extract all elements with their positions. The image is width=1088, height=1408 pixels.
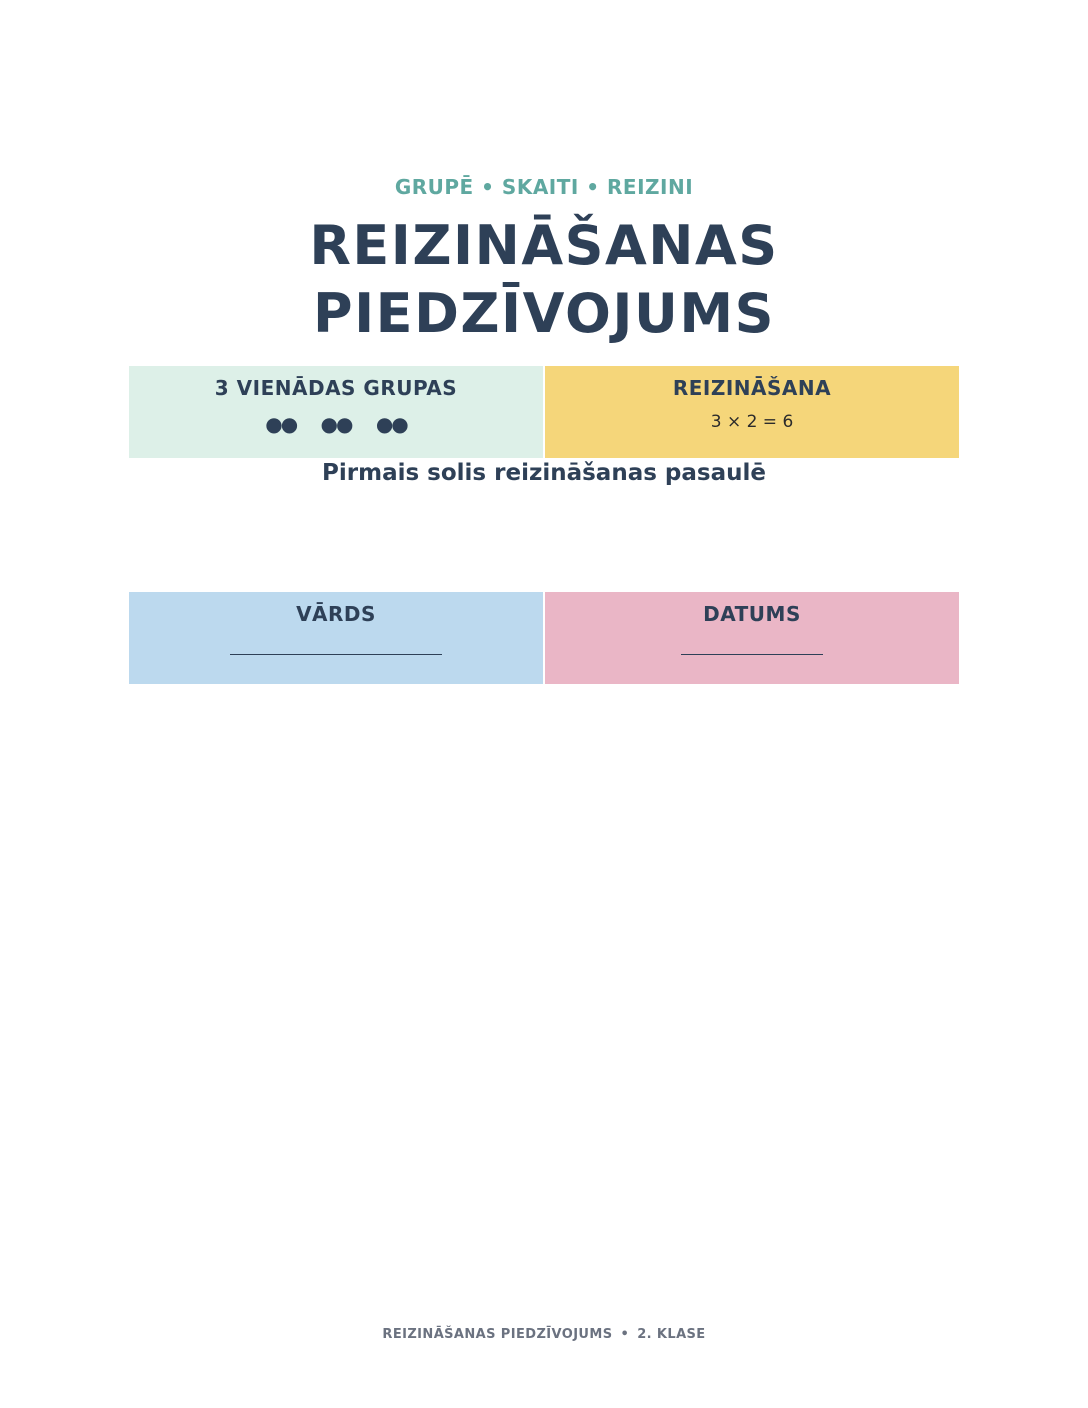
date-write-line[interactable] [681, 654, 823, 655]
name-card [129, 592, 543, 684]
name-write-line[interactable] [230, 654, 442, 655]
dot-groups [129, 412, 543, 436]
subtitle: Pirmais solis reizināšanas pasaulē [322, 460, 766, 486]
page-title [0, 212, 1088, 348]
date-label: DATUMS [703, 602, 801, 626]
footer-title: REIZINĀŠANAS PIEDZĪVOJUMS [382, 1327, 613, 1342]
page-footer [0, 1327, 1088, 1342]
name-label: VĀRDS [296, 602, 376, 626]
title-line-2: PIEDZĪVOJUMS [313, 282, 775, 345]
multiplication-card [545, 366, 959, 458]
dot-group-1: ●● [265, 412, 297, 436]
groups-card [129, 366, 543, 458]
title-line-1: REIZINĀŠANAS [309, 214, 779, 277]
groups-card-label: 3 VIENĀDAS GRUPAS [214, 376, 458, 400]
date-card [545, 592, 959, 684]
dot-group-2: ●● [320, 412, 352, 436]
dot-group-3: ●● [375, 412, 407, 436]
concept-cards [129, 366, 959, 458]
footer-separator: • [620, 1327, 630, 1342]
kicker-text: GRUPĒ • SKAITI • REIZINI [394, 175, 694, 199]
multiplication-equation: 3 × 2 = 6 [710, 412, 794, 432]
multiplication-card-label: REIZINĀŠANA [672, 376, 832, 400]
student-info-cards [129, 592, 959, 684]
footer-grade: 2. KLASE [637, 1327, 706, 1342]
